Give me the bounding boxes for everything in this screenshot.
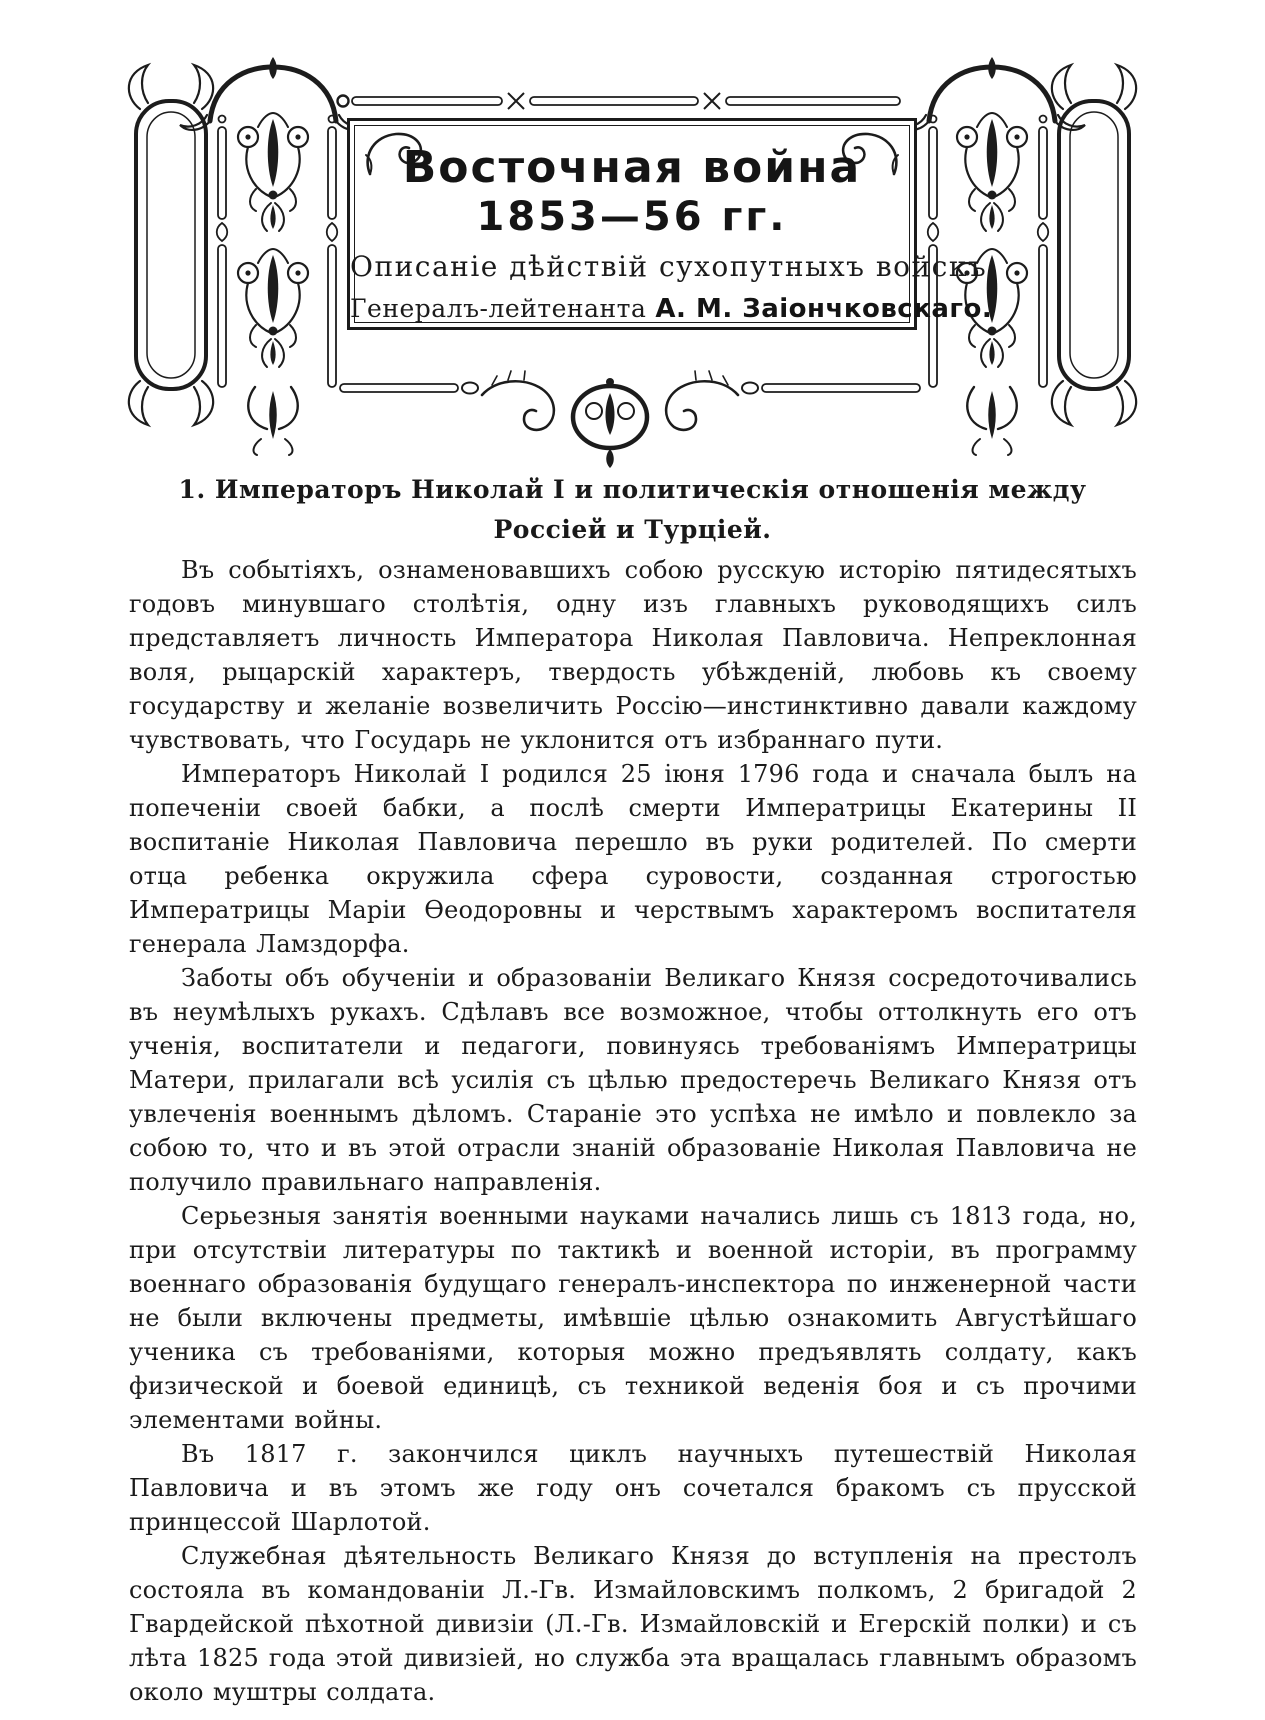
book-author-line	[350, 293, 993, 324]
left-floral-column-ornament	[129, 57, 366, 455]
author-rank: Генералъ-лейтенанта	[350, 293, 647, 323]
paragraph: Серьезныя занятія военными науками начались лишь съ 1813 года, но, при отсутствіи литературы по тактикѣ и военной исторіи, въ программу военнаго образованія будущаго генералъ-инспектора по инженерной части не были включены предметы, имѣвшіе цѣлью ознакомить Августѣйшаго ученика съ требованіями, которыя можно предъявлять солдату, какъ физической и боевой единицѣ, съ техникой веденія боя и съ прочими элементами войны.	[129, 1202, 1137, 1434]
medallion-ornament	[482, 371, 738, 468]
paragraph: Служебная дѣятельность Великаго Князя до вступленія на престолъ состояла въ командованіи Л.-Гв. Измайловскимъ полкомъ, 2 бригадой 2 Гвардейской пѣхотной дивизіи (Л.-Гв. Измайловскій и Егерскій полки) и съ лѣта 1825 года этой дивизіей, но служба эта вращалась главнымъ образомъ около муштры солдата.	[129, 1542, 1137, 1706]
body-text	[129, 553, 1137, 1709]
paragraph: Заботы объ обученіи и образованіи Великаго Князя сосредоточивались въ неумѣлыхъ рукахъ. Сдѣлавъ все возможное, чтобы оттолкнуть его отъ ученія, воспитатели и педагоги, повинуясь требованіямъ Императрицы Матери, прилагали всѣ усилія съ цѣлью предостеречь Великаго Князя отъ увлеченія военнымъ дѣломъ. Стараніе это успѣха не имѣло и повлекло за собою то, что и въ этой отрасли знаній образованіе Николая Павловича не получило правильнаго направленія.	[129, 964, 1137, 1196]
book-title-line2: 1853—56 гг.	[476, 194, 788, 241]
book-title-line1: Восточная война	[402, 142, 862, 193]
top-rod-rule	[338, 93, 901, 109]
title-box	[347, 118, 993, 330]
book-subtitle: Описаніе дѣйствій сухопутныхъ войскъ	[350, 250, 988, 284]
author-name: А. М. Заіончковскаго.	[655, 293, 993, 324]
paragraph: Императоръ Николай I родился 25 іюня 1796 года и сначала былъ на попеченіи своей бабки, а послѣ смерти Императрицы Екатерины II воспитаніе Николая Павловича перешло въ руки родителей. По смерти отца ребенка окружила сфера суровости, созданная строгостью Императрицы Маріи Ѳеодоровны и черствымъ характеромъ воспитателя генерала Ламздорфа.	[129, 760, 1137, 958]
title-inner	[350, 121, 993, 324]
section-heading: 1. Императоръ Николай I и политическія отношенія между Россіей и Турціей.	[178, 475, 1087, 544]
paragraph: Въ 1817 г. закончился циклъ научныхъ путешествій Николая Павловича и въ этомъ же году онъ сочетался бракомъ съ прусской принцессой Шарлотой.	[129, 1440, 1137, 1536]
paragraph: Въ событіяхъ, ознаменовавшихъ собою русскую исторію пятидесятыхъ годовъ минувшаго столѣтія, одну изъ главныхъ руководящихъ силъ представляетъ личность Императора Николая Павловича. Непреклонная воля, рыцарскій характеръ, твердость убѣжденій, любовь къ своему государству и желаніе возвеличить Россію—инстинктивно давали каждому чувствовать, что Государь не уклонится отъ избраннаго пути.	[129, 556, 1137, 754]
